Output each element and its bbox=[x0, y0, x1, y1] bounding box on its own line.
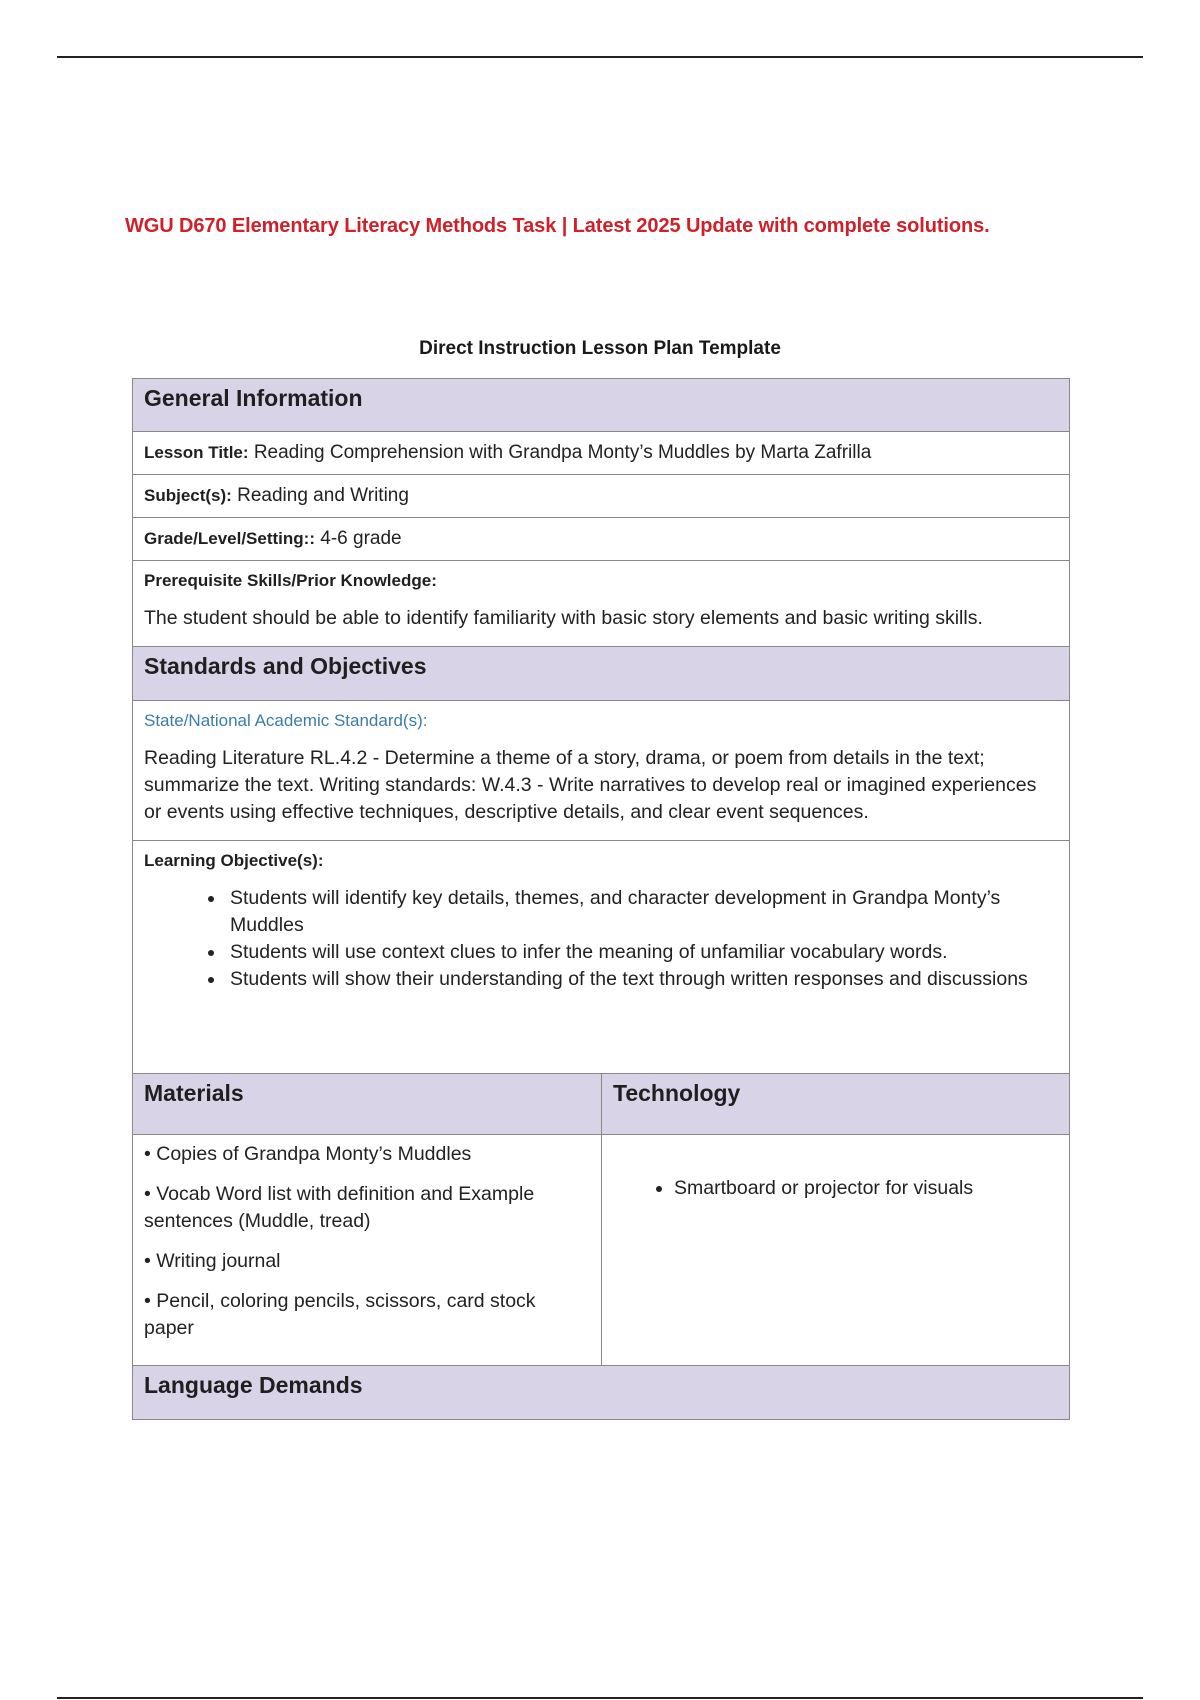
page-title: Direct Instruction Lesson Plan Template bbox=[419, 338, 781, 359]
subjects-row bbox=[132, 475, 1070, 518]
grade-value: 4-6 grade bbox=[320, 528, 402, 549]
objective-item: • Students will identify key details, themes, and character development in Grandpa Monty’s Muddles bbox=[226, 885, 1058, 939]
document-banner: WGU D670 Elementary Literacy Methods Task | Latest 2025 Update with complete solutions. bbox=[125, 215, 990, 237]
materials-technology-row bbox=[132, 1074, 1070, 1366]
prereq-label: Prerequisite Skills/Prior Knowledge: bbox=[144, 571, 437, 590]
standard-label: State/National Academic Standard(s): bbox=[144, 711, 428, 730]
materials-column bbox=[133, 1074, 601, 1365]
technology-column bbox=[601, 1074, 1069, 1365]
materials-header: Materials bbox=[133, 1074, 601, 1135]
standard-row bbox=[132, 701, 1070, 841]
lesson-title-value: Reading Comprehension with Grandpa Monty’s Muddles by Marta Zafrilla bbox=[253, 442, 872, 463]
standard-value: Reading Literature RL.4.2 - Determine a theme of a story, drama, or poem from details in the text; summarize the text. Writing standards: W.4.3 - Write narratives to develop real or imagined experiences or events using effective techniques, descriptive details, and clear event sequences. bbox=[144, 747, 1037, 823]
technology-list bbox=[602, 1175, 1069, 1202]
lesson-title-row bbox=[132, 432, 1070, 475]
subjects-value: Reading and Writing bbox=[237, 485, 409, 506]
materials-item: • Pencil, coloring pencils, scissors, card stock paper bbox=[144, 1290, 536, 1339]
materials-item: • Copies of Grandpa Monty’s Muddles bbox=[144, 1143, 472, 1165]
technology-header: Technology bbox=[602, 1074, 1069, 1135]
objective-item: • Students will show their understanding of the text through written responses and discussions bbox=[226, 966, 1058, 993]
language-demands-header: Language Demands bbox=[132, 1366, 1070, 1420]
general-information-header: General Information bbox=[132, 378, 1070, 432]
prereq-value: The student should be able to identify familiarity with basic story elements and basic writing skills. bbox=[144, 607, 983, 629]
materials-item: • Vocab Word list with definition and Example sentences (Muddle, tread) bbox=[144, 1183, 535, 1232]
objectives-row bbox=[132, 841, 1070, 1074]
lesson-title-label: Lesson Title: bbox=[144, 443, 249, 462]
materials-item: • Writing journal bbox=[144, 1250, 281, 1272]
objective-item: • Students will use context clues to infer the meaning of unfamiliar vocabulary words. bbox=[226, 939, 1058, 966]
bottom-rule bbox=[57, 1697, 1143, 1699]
technology-item: • Smartboard or projector for visuals bbox=[674, 1175, 1069, 1202]
prereq-row bbox=[132, 561, 1070, 647]
objectives-label: Learning Objective(s): bbox=[144, 851, 324, 870]
objectives-list bbox=[144, 885, 1058, 993]
subjects-label: Subject(s): bbox=[144, 486, 232, 505]
standards-header: Standards and Objectives bbox=[132, 647, 1070, 701]
grade-label: Grade/Level/Setting:: bbox=[144, 529, 315, 548]
top-rule bbox=[57, 56, 1143, 58]
lesson-plan-table bbox=[132, 378, 1070, 1420]
grade-row bbox=[132, 518, 1070, 561]
materials-list bbox=[133, 1141, 601, 1365]
